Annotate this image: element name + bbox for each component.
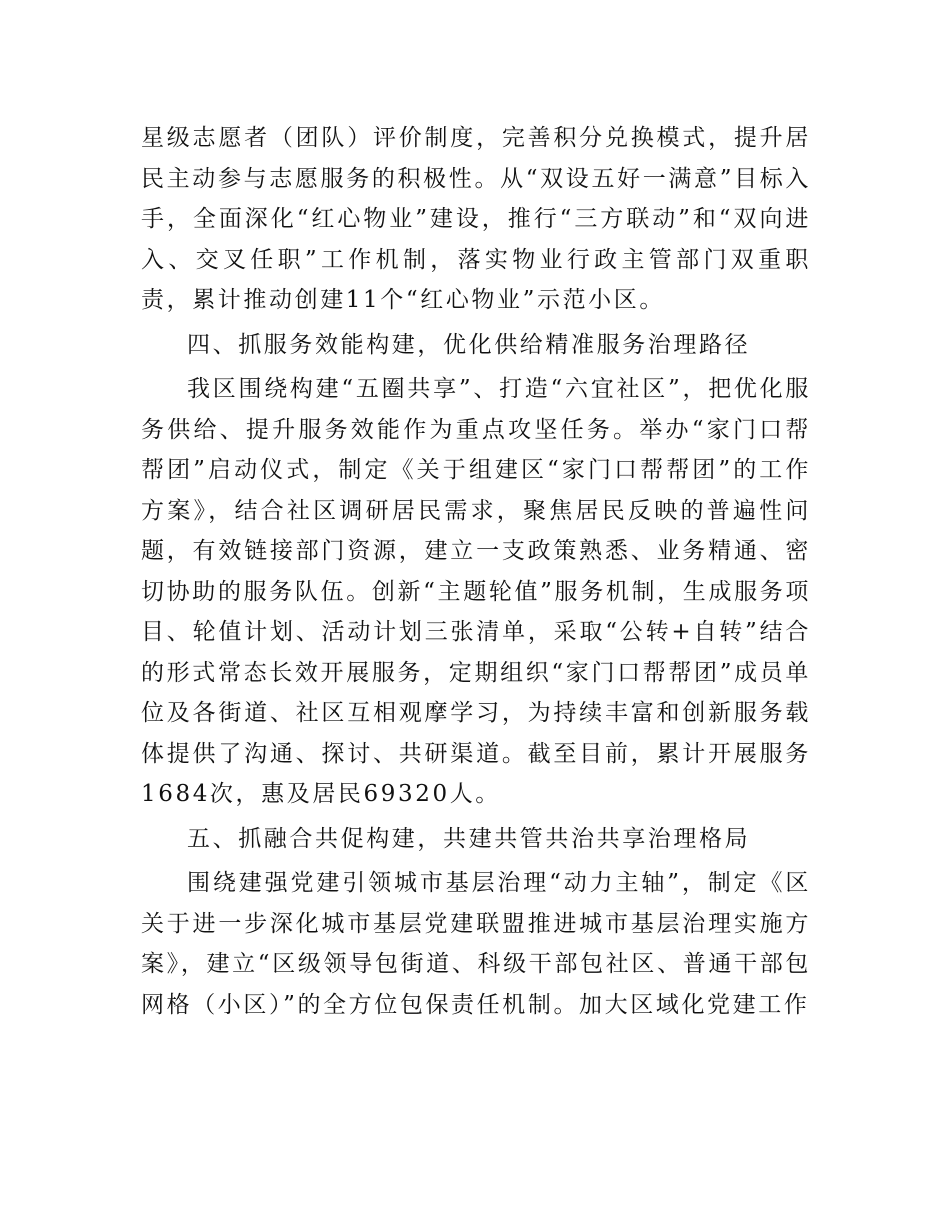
paragraph-continuation: 星级志愿者（团队）评价制度，完善积分兑换模式，提升居民主动参与志愿服务的积极性。从“双设五好一满意”目标入手，全面深化“红心物业”建设，推行“三方联动”和“双向进入、交叉任职”工作机制，落实物业行政主管部门双重职责，累计推动创建11个“红心物业”示范小区。 — [141, 125, 811, 313]
section-heading-five: 五、抓融合共促构建，共建共管共治共享治理格局 — [187, 825, 751, 852]
section-heading-four: 四、抓服务效能构建，优化供给精准服务治理路径 — [187, 331, 751, 358]
paragraph-section-five: 围绕建强党建引领城市基层治理“动力主轴”，制定《区关于进一步深化城市基层党建联盟推进城市基层治理实施方案》，建立“区级领导包街道、科级干部包社区、普通干部包网格（小区）”的全方位包保责任机制。加大区域化党建工作 — [141, 870, 811, 1018]
document-body — [141, 118, 811, 1029]
paragraph-section-four: 我区围绕构建“五圈共享”、打造“六宜社区”，把优化服务供给、提升服务效能作为重点攻坚任务。举办“家门口帮帮团”启动仪式，制定《关于组建区“家门口帮帮团”的工作方案》，结合社区调研居民需求，聚焦居民反映的普遍性问题，有效链接部门资源，建立一支政策熟悉、业务精通、密切协助的服务队伍。创新“主题轮值”服务机制，生成服务项目、轮值计划、活动计划三张清单，采取“公转+自转”结合的形式常态长效开展服务，定期组织“家门口帮帮团”成员单位及各街道、社区互相观摩学习，为持续丰富和创新服务载体提供了沟通、探讨、共研渠道。截至目前，累计开展服务1684次，惠及居民69320人。 — [141, 376, 811, 807]
